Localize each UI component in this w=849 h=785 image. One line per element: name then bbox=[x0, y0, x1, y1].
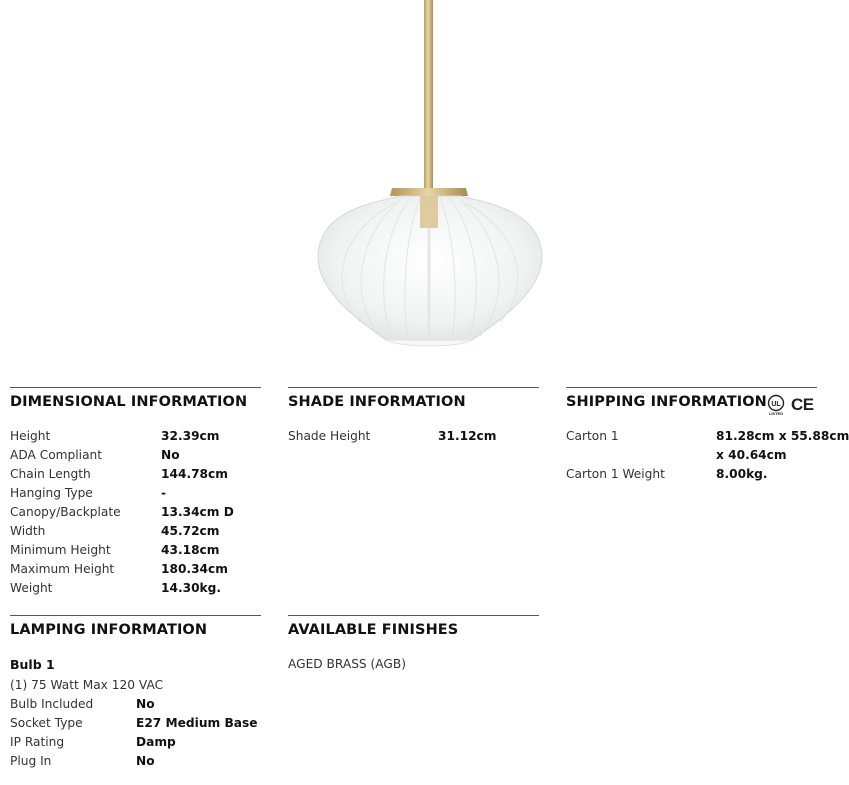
section-rule bbox=[288, 615, 539, 616]
spec-value: 31.12cm bbox=[438, 429, 497, 443]
lamping-spec-rows bbox=[10, 697, 258, 773]
spec-value: 32.39cm bbox=[161, 429, 220, 443]
spec-label: ADA Compliant bbox=[10, 448, 103, 462]
finishes-list bbox=[288, 657, 406, 676]
spec-value: No bbox=[136, 754, 155, 768]
spec-label: Carton 1 bbox=[566, 429, 619, 443]
spec-row bbox=[10, 697, 163, 716]
spec-label: Shade Height bbox=[288, 429, 371, 443]
section-rule bbox=[288, 387, 539, 388]
shipping-section bbox=[566, 387, 849, 497]
spec-value: 43.18cm bbox=[161, 543, 220, 557]
spec-value: 8.00kg. bbox=[716, 467, 768, 481]
certification-marks bbox=[766, 394, 814, 416]
spec-value: 45.72cm bbox=[161, 524, 220, 538]
section-title: SHADE INFORMATION bbox=[288, 394, 466, 410]
bulb-heading: Bulb 1 bbox=[10, 657, 55, 672]
spec-value: No bbox=[136, 697, 155, 711]
shade-section bbox=[288, 387, 539, 447]
section-title: LAMPING INFORMATION bbox=[10, 622, 208, 638]
svg-text:LISTED: LISTED bbox=[768, 411, 784, 416]
spec-label: Width bbox=[10, 524, 46, 538]
spec-value: 81.28cm x 55.88cm bbox=[716, 429, 849, 443]
collar bbox=[390, 188, 468, 196]
section-title: DIMENSIONAL INFORMATION bbox=[10, 394, 248, 410]
section-title: SHIPPING INFORMATION bbox=[566, 394, 767, 410]
spec-value: x 40.64cm bbox=[716, 448, 787, 462]
spec-label: Height bbox=[10, 429, 51, 443]
spec-row bbox=[10, 735, 176, 754]
ul-listed-icon bbox=[766, 394, 788, 416]
spec-label: Canopy/Backplate bbox=[10, 505, 121, 519]
spec-label: Hanging Type bbox=[10, 486, 93, 500]
spec-label: Socket Type bbox=[10, 716, 83, 730]
spec-row bbox=[10, 754, 163, 773]
spec-value: 14.30kg. bbox=[161, 581, 222, 595]
spec-label: Minimum Height bbox=[10, 543, 111, 557]
ce-icon: CE bbox=[791, 395, 814, 414]
spec-value: 13.34cm D bbox=[161, 505, 234, 519]
spec-label: Plug In bbox=[10, 754, 52, 768]
finish-item: AGED BRASS (AGB) bbox=[288, 657, 406, 671]
product-image bbox=[300, 0, 560, 355]
spec-label: Carton 1 Weight bbox=[566, 467, 665, 481]
section-rule bbox=[10, 615, 261, 616]
lamping-rows bbox=[10, 657, 258, 773]
bulb-description: (1) 75 Watt Max 120 VAC bbox=[10, 678, 164, 692]
stem bbox=[424, 0, 433, 190]
spec-label: Maximum Height bbox=[10, 562, 115, 576]
svg-text:UL: UL bbox=[771, 401, 781, 408]
spec-value: - bbox=[161, 486, 167, 500]
section-rule bbox=[566, 387, 817, 388]
finishes-section bbox=[288, 615, 539, 695]
spec-value: Damp bbox=[136, 735, 176, 749]
dimensional-section bbox=[10, 387, 261, 607]
spec-label: Weight bbox=[10, 581, 53, 595]
spec-label: Bulb Included bbox=[10, 697, 94, 711]
spec-row bbox=[10, 716, 258, 735]
section-rule bbox=[10, 387, 261, 388]
socket bbox=[420, 196, 438, 228]
spec-label: Chain Length bbox=[10, 467, 91, 481]
spec-label: IP Rating bbox=[10, 735, 65, 749]
spec-value: 144.78cm bbox=[161, 467, 228, 481]
spec-value: No bbox=[161, 448, 180, 462]
spec-value: 180.34cm bbox=[161, 562, 228, 576]
lamping-section bbox=[10, 615, 261, 780]
section-title: AVAILABLE FINISHES bbox=[288, 622, 459, 638]
spec-value: E27 Medium Base bbox=[136, 716, 258, 730]
